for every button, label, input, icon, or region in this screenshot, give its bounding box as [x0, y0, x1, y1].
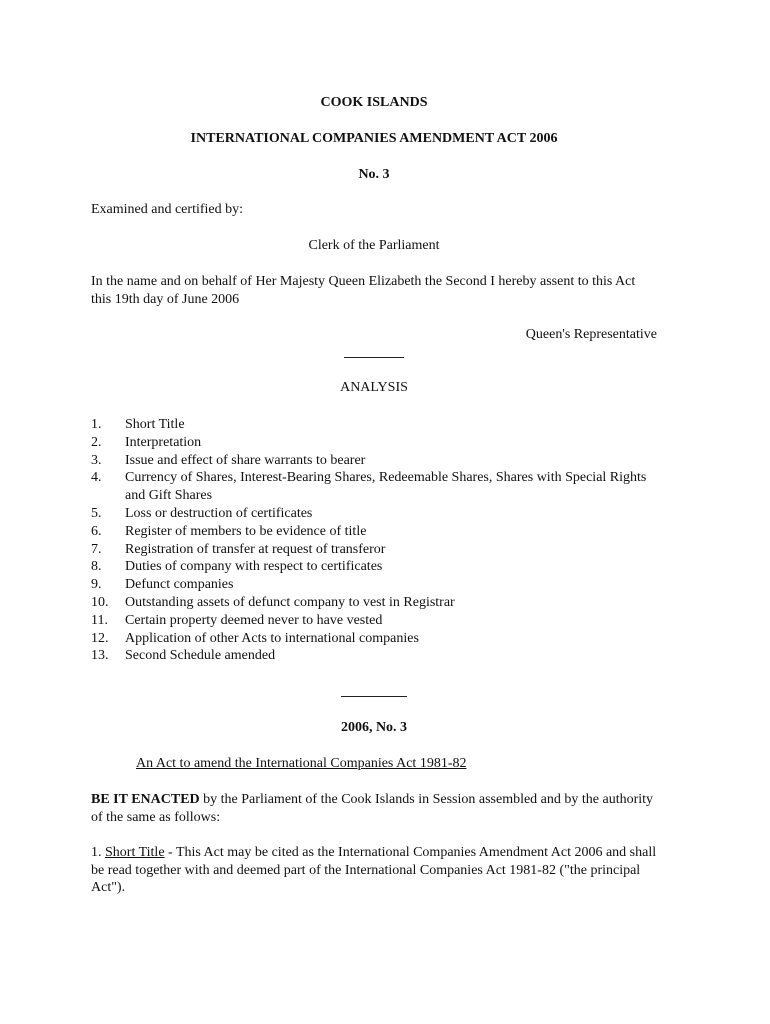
analysis-item-text: Certain property deemed never to have vested: [125, 612, 383, 628]
analysis-item-number: 4.: [91, 470, 102, 486]
enacting-clause: [91, 791, 657, 826]
analysis-item-text: Register of members to be evidence of title: [125, 523, 367, 539]
analysis-item-number: 3.: [91, 452, 102, 468]
analysis-item: [91, 558, 657, 576]
analysis-item-number: 8.: [91, 559, 102, 575]
analysis-item-number: 9.: [91, 577, 102, 593]
analysis-item-text: Duties of company with respect to certificates: [125, 559, 383, 575]
section-1-number: 1.: [91, 845, 105, 860]
section-1: [91, 844, 657, 897]
section-1-heading: Short Title: [105, 845, 165, 860]
analysis-item: [91, 594, 657, 612]
queens-representative: Queen's Representative: [525, 327, 657, 342]
analysis-item: [91, 612, 657, 630]
year-number-heading: 2006, No. 3: [340, 720, 408, 735]
analysis-item-number: 1.: [91, 417, 102, 432]
separator-rule: [344, 357, 404, 358]
analysis-item-number: 6.: [91, 523, 102, 539]
act-title: INTERNATIONAL COMPANIES AMENDMENT ACT 2006: [190, 131, 558, 146]
analysis-item-text: Interpretation: [125, 434, 202, 450]
analysis-item-text: Loss or destruction of certificates: [125, 505, 313, 521]
enacting-bold: BE IT ENACTED: [91, 792, 200, 807]
examined-label: Examined and certified by:: [91, 202, 243, 217]
analysis-item: [91, 541, 657, 559]
analysis-item-number: 13.: [91, 648, 109, 664]
analysis-item: [91, 576, 657, 594]
analysis-item-number: 11.: [91, 612, 108, 628]
long-title-text: An Act to amend the International Companies Act 1981-82: [136, 756, 467, 771]
enacting-text: by the Parliament of the Cook Islands in Session assembled and by the authority of the same as follows:: [91, 792, 654, 825]
analysis-item: [91, 505, 657, 523]
analysis-item-text: Defunct companies: [125, 577, 234, 593]
assent-paragraph: In the name and on behalf of Her Majesty Queen Elizabeth the Second I hereby assent to this Act this 19th day of June 2006: [91, 274, 636, 307]
analysis-item-text: Issue and effect of share warrants to bearer: [125, 452, 366, 468]
analysis-item-number: 2.: [91, 434, 102, 450]
section-1-text: - This Act may be cited as the International Companies Amendment Act 2006 and shall be read together with and deemed part of the International Companies Act 1981-82 ("the principal Act").: [91, 845, 657, 895]
analysis-item-number: 12.: [91, 630, 109, 646]
analysis-item-text: Second Schedule amended: [125, 648, 276, 664]
act-number: No. 3: [358, 167, 390, 182]
analysis-item-number: 5.: [91, 505, 102, 521]
analysis-item: [91, 647, 657, 665]
analysis-item-text: Currency of Shares, Interest-Bearing Shares, Redeemable Shares, Shares with Special Rights and Gift Shares: [125, 470, 647, 504]
analysis-item-number: 10.: [91, 594, 109, 610]
separator-rule-2: [341, 696, 407, 697]
analysis-item: [91, 434, 657, 452]
analysis-item-text: Outstanding assets of defunct company to vest in Registrar: [125, 594, 455, 610]
analysis-list: [91, 416, 657, 665]
analysis-heading: ANALYSIS: [340, 380, 408, 395]
analysis-item-number: 7.: [91, 541, 102, 557]
analysis-item-text: Short Title: [125, 417, 185, 432]
long-title: [136, 755, 657, 772]
analysis-item: [91, 452, 657, 470]
analysis-item: [91, 416, 657, 434]
analysis-item: [91, 469, 657, 505]
analysis-item-text: Registration of transfer at request of transferor: [125, 541, 386, 557]
analysis-item: [91, 630, 657, 648]
analysis-item: [91, 523, 657, 541]
analysis-item-text: Application of other Acts to international companies: [125, 630, 419, 646]
country-heading: COOK ISLANDS: [320, 95, 428, 110]
clerk-signature-line: Clerk of the Parliament: [308, 238, 440, 253]
